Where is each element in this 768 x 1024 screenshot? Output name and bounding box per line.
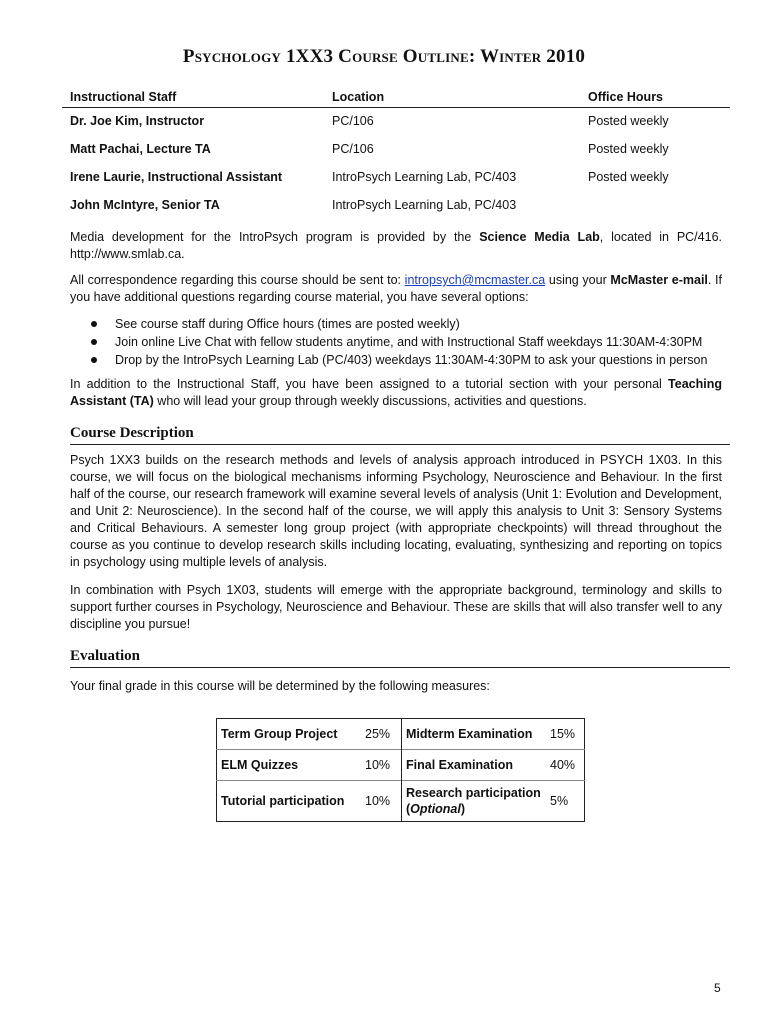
- staff-hours: Posted weekly: [588, 170, 669, 184]
- media-text: Media development for the IntroPsych program is provided by the: [70, 230, 480, 244]
- eval-percent: 15%: [550, 727, 576, 741]
- course-description-paragraph-1: Psych 1XX3 builds on the research methods and levels of analysis approach introduced in PSYCH 1X03. In this course, we will focus on the biological mechanisms informing Psychology, Neuroscience and Behaviour. In the first half of the course, our research framework will examine several levels of analysis (Unit 1: Evolution and Development, and Unit 2: Neuroscience). In the second half of the course, we will apply this analysis to Unit 3: Sensory Systems and Critical Behaviours. A semester long group project (with appropriate checkpoints) will thread throughout the course as you continue to develop research skills including locating, evaluating, synthesizing and reporting on topics in psychology using multiple levels of analysis.: [70, 453, 722, 569]
- tutorial-ta: Teaching Assistant (TA): [70, 377, 722, 408]
- list-item: Drop by the IntroPsych Learning Lab (PC/403) weekdays 11:30AM-4:30PM to ask your questions in person: [70, 351, 722, 369]
- correspondence-paragraph: [70, 272, 722, 306]
- list-item: Join online Live Chat with fellow students anytime, and with Instructional Staff weekdays 11:30AM-4:30PM: [70, 333, 722, 351]
- eval-label: Term Group Project: [221, 727, 338, 741]
- eval-percent: 25%: [361, 719, 402, 750]
- eval-note: Optional: [410, 802, 461, 816]
- correspondence-text-end: . If you have additional questions regarding course material, you have several options:: [70, 273, 722, 304]
- eval-label: Tutorial participation: [217, 781, 362, 822]
- tutorial-paragraph: [70, 376, 722, 410]
- evaluation-intro: Your final grade in this course will be determined by the following measures:: [70, 679, 490, 693]
- eval-label: ELM Quizzes: [217, 750, 362, 781]
- eval-percent: 10%: [361, 750, 402, 781]
- staff-name: Dr. Joe Kim, Instructor: [70, 114, 205, 128]
- correspondence-text-mid: using your: [545, 273, 611, 287]
- evaluation-heading: Evaluation: [70, 648, 730, 668]
- staff-header-name: Instructional Staff: [62, 88, 324, 108]
- correspondence-text: All correspondence regarding this course should be sent to:: [70, 273, 405, 287]
- staff-header-location: Location: [324, 88, 580, 108]
- tutorial-text: In addition to the Instructional Staff, you have been assigned to a tutorial section with your personal: [70, 377, 669, 391]
- eval-label-research: Research participation (Optional): [402, 781, 547, 822]
- media-lab-name: Science Media Lab: [479, 230, 600, 244]
- staff-header-row: [62, 88, 730, 108]
- staff-location: IntroPsych Learning Lab, PC/403: [332, 170, 517, 184]
- staff-hours: [580, 192, 730, 220]
- staff-name: John McIntyre, Senior TA: [70, 198, 220, 212]
- eval-percent: 40%: [546, 750, 585, 781]
- table-row: [217, 781, 585, 822]
- staff-header-hours: Office Hours: [580, 88, 730, 108]
- table-row: [217, 750, 585, 781]
- email-link[interactable]: intropsych@mcmaster.ca: [404, 273, 546, 287]
- eval-label: Midterm Examination: [406, 727, 533, 741]
- course-description-paragraph-2: In combination with Psych 1X03, students will emerge with the appropriate background, terminology and skills to support further courses in Psychology, Neuroscience and Behaviour. These are skills that will also transfer well to any discipline you pursue!: [70, 583, 722, 631]
- table-row: [62, 192, 730, 220]
- staff-name: Matt Pachai, Lecture TA: [70, 142, 211, 156]
- correspondence-email-type: McMaster e-mail: [610, 273, 708, 287]
- evaluation-table: [216, 718, 585, 822]
- staff-name: Irene Laurie, Instructional Assistant: [70, 170, 283, 184]
- tutorial-text-end: who will lead your group through weekly discussions, activities and questions.: [153, 394, 587, 408]
- table-row: [217, 719, 585, 750]
- staff-location: IntroPsych Learning Lab, PC/403: [332, 198, 517, 212]
- list-item: See course staff during Office hours (times are posted weekly): [70, 315, 722, 333]
- table-row: [62, 136, 730, 164]
- eval-label: Final Examination: [402, 750, 547, 781]
- course-description-heading: Course Description: [70, 425, 730, 445]
- table-row: [62, 164, 730, 192]
- staff-location: PC/106: [332, 142, 374, 156]
- table-row: [62, 108, 730, 137]
- media-paragraph: [70, 229, 722, 263]
- page-title: Psychology 1XX3 Course Outline: Winter 2010: [182, 46, 586, 67]
- options-list: [70, 315, 722, 369]
- media-text-end: , located in PC/416. http://www.smlab.ca.: [70, 230, 722, 261]
- staff-hours: Posted weekly: [588, 114, 669, 128]
- eval-percent: 5%: [546, 781, 585, 822]
- eval-label: Research participation: [406, 786, 541, 800]
- staff-hours: Posted weekly: [588, 142, 669, 156]
- page-number: 5: [714, 981, 721, 995]
- staff-table: [62, 88, 730, 220]
- staff-location: PC/106: [332, 114, 374, 128]
- eval-percent: 10%: [361, 781, 402, 822]
